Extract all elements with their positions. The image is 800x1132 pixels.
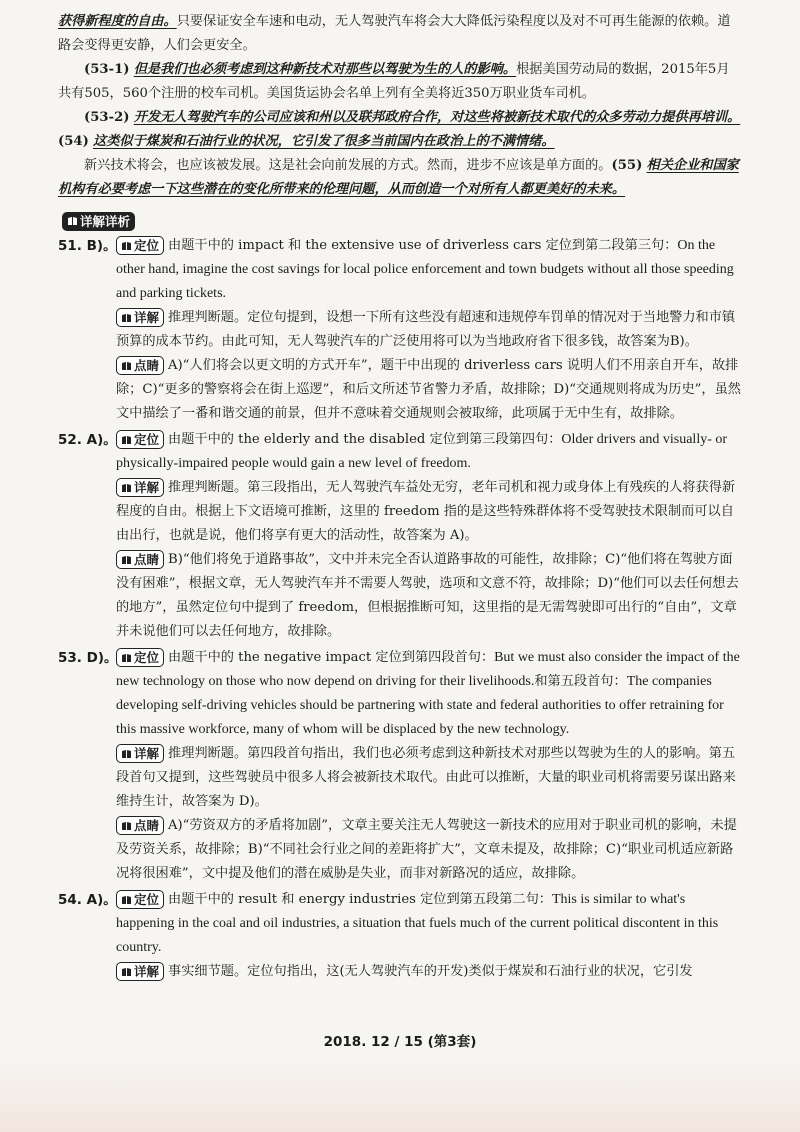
locate-text: 由题干中的 impact 和 the extensive use of driverless cars 定位到第二段第三句： bbox=[168, 238, 678, 253]
locate-tag bbox=[116, 648, 164, 667]
answer-sentence-underlined: 开发无人驾驶汽车的公司应该和州以及联邦政府合作，对这些将被新技术取代的众多劳动力提供再培训。 bbox=[133, 110, 741, 125]
locate-tag bbox=[116, 236, 164, 255]
paper-stain bbox=[0, 1062, 800, 1132]
detail-tag bbox=[116, 962, 164, 981]
tip-text: B)“他们将免于道路事故”，文中并未完全否认道路事故的可能性，故排除；C)“他们将在驾驶方面没有困难”，根据文章，无人驾驶汽车并不需要人驾驶，选项和文意不符，故排除；D)“他们可以去任何想去的地方”，虽然定位句中提到了 freedom，但根据推断可知，这里指的是无需驾驶即可出行的“自由”，文章并未说他们可以去任何地方，故排除。 bbox=[116, 552, 739, 639]
tip-text: A)“人们将会以更文明的方式开车”，题干中出现的 driverless cars 说明人们不用亲自开车，故排除；C)“更多的警察将会在街上巡逻”，和后文所述节省警力矛盾，故排除；D)“交通规则将成为历史”，虽然文中描绘了一番和谐交通的前景，但并不意味着交通规则会被取缔，此项属于无中生有，故排除。 bbox=[116, 358, 741, 421]
passage-text: 根据美国劳动局的数据，2015年5月共有505，560个注册的校车司机。美国货运协会名单上列有全美将近350万职业货车司机。 bbox=[58, 62, 730, 101]
question-number: 53. D)。 bbox=[58, 650, 118, 666]
answer-sentence-underlined: 获得新程度的自由。 bbox=[58, 14, 177, 29]
passage-paragraph-1 bbox=[58, 10, 742, 58]
question-explanation bbox=[58, 646, 742, 886]
tip-block bbox=[116, 814, 742, 886]
book-icon bbox=[121, 821, 132, 831]
book-icon bbox=[121, 313, 132, 323]
passage-paragraph-3 bbox=[58, 106, 742, 154]
locate-text: 由题干中的 result 和 energy industries 定位到第五段第二句： bbox=[168, 892, 552, 907]
section-title: 详解详析 bbox=[80, 213, 131, 229]
detail-label: 详解 bbox=[134, 480, 160, 495]
detail-label: 详解 bbox=[134, 310, 160, 325]
book-icon bbox=[121, 361, 132, 371]
locate-tag bbox=[116, 430, 164, 449]
tip-label: 点睛 bbox=[134, 818, 160, 833]
book-icon bbox=[121, 435, 132, 445]
question-explanation bbox=[58, 428, 742, 644]
question-number: 51. B)。 bbox=[58, 238, 117, 254]
locate-label: 定位 bbox=[134, 892, 160, 907]
page-footer: 2018. 12 / 15 (第3套) bbox=[323, 1034, 477, 1050]
locate-block bbox=[116, 234, 742, 306]
locate-label: 定位 bbox=[134, 238, 160, 253]
tip-block bbox=[116, 354, 742, 426]
question-marker: (53-1) bbox=[84, 62, 130, 77]
detail-text: 推理判断题。第四段首句指出，我们也必须考虑到这种新技术对那些以驾驶为生的人的影响。第五段首句又提到，这些驾驶员中很多人将会被新技术取代。由此可以推断，大量的职业司机将需要另谋出路来维持生计，故答案为 D)。 bbox=[116, 746, 736, 809]
tip-label: 点睛 bbox=[134, 358, 160, 373]
question-explanation bbox=[58, 234, 742, 426]
passage-text: 新兴技术将会，也应该被发展。这是社会向前发展的方式。然而，进步不应该是单方面的。 bbox=[84, 158, 612, 173]
detail-block bbox=[116, 742, 742, 814]
locate-quote: But we must also consider the impact of the new technology on those who now depend on driving for their livelihoods. bbox=[116, 650, 740, 689]
tip-label: 点睛 bbox=[134, 552, 160, 567]
question-marker: (54) bbox=[58, 134, 89, 149]
passage-paragraph-2 bbox=[58, 58, 742, 106]
book-icon bbox=[121, 895, 132, 905]
detail-text: 事实细节题。定位句指出，这(无人驾驶汽车的开发)类似于煤炭和石油行业的状况，它引发 bbox=[168, 964, 693, 979]
locate-block bbox=[116, 646, 742, 742]
detail-block bbox=[116, 306, 742, 354]
locate-quote: On the other hand, imagine the cost savings for local police enforcement and town budgets without all those speeding and parking tickets. bbox=[116, 238, 734, 301]
locate-block bbox=[116, 428, 742, 476]
question-number: 52. A)。 bbox=[58, 432, 117, 448]
book-icon bbox=[67, 216, 78, 226]
book-icon bbox=[121, 967, 132, 977]
book-icon bbox=[121, 749, 132, 759]
question-explanation bbox=[58, 888, 742, 984]
locate-tag bbox=[116, 890, 164, 909]
detail-tag bbox=[116, 308, 164, 327]
tip-tag bbox=[116, 816, 164, 835]
section-header bbox=[62, 210, 742, 232]
book-icon bbox=[121, 241, 132, 251]
book-icon bbox=[121, 483, 132, 493]
detail-label: 详解 bbox=[134, 964, 160, 979]
locate-label: 定位 bbox=[134, 432, 160, 447]
book-icon bbox=[121, 555, 132, 565]
answer-sentence-underlined: 这类似于煤炭和石油行业的状况，它引发了很多当前国内在政治上的不满情绪。 bbox=[93, 134, 555, 149]
detail-block bbox=[116, 476, 742, 548]
tip-text: A)“劳资双方的矛盾将加剧”，文章主要关注无人驾驶这一新技术的应用对于职业司机的影响，未提及劳资关系，故排除；B)“不同社会行业之间的差距将扩大”，文章未提及，故排除；C)“职业司机适应新路况将很困难”，文中提及他们的潜在威胁是失业，而非对新路况的适应，故排除。 bbox=[116, 818, 737, 881]
locate-quote-2: The companies developing self-driving vehicles should be partnering with state and federal authorities to offer retraining for this massive workforce, many of whom will be displaced by the new technology. bbox=[116, 674, 724, 737]
locate-text-2: 和第五段首句： bbox=[534, 674, 627, 689]
book-icon bbox=[121, 653, 132, 663]
section-title-badge bbox=[62, 212, 135, 231]
detail-tag bbox=[116, 478, 164, 497]
locate-quote: Older drivers and visually- or physically-impaired people would gain a new level of freedom. bbox=[116, 432, 728, 471]
detail-block bbox=[116, 960, 742, 984]
detail-tag bbox=[116, 744, 164, 763]
locate-label: 定位 bbox=[134, 650, 160, 665]
locate-text: 由题干中的 the negative impact 定位到第四段首句： bbox=[168, 650, 495, 665]
question-number: 54. A)。 bbox=[58, 892, 117, 908]
question-marker: (53-2) bbox=[84, 110, 130, 125]
detail-label: 详解 bbox=[134, 746, 160, 761]
locate-block bbox=[116, 888, 742, 960]
answer-sentence-underlined: 但是我们也必须考虑到这种新技术对那些以驾驶为生的人的影响。 bbox=[133, 62, 517, 77]
question-marker: (55) bbox=[611, 158, 643, 173]
passage-paragraph-4 bbox=[58, 154, 742, 202]
detail-text: 推理判断题。定位句提到，设想一下所有这些没有超速和违规停车罚单的情况对于当地警力和市镇预算的成本节约。由此可知，无人驾驶汽车的广泛使用将可以为当地政府省下很多钱，故答案为B)。 bbox=[116, 310, 736, 349]
passage-text: 只要保证安全车速和电动，无人驾驶汽车将会大大降低污染程度以及对不可再生能源的依赖。道路会变得更安静，人们会更安全。 bbox=[58, 14, 731, 53]
tip-tag bbox=[116, 356, 164, 375]
locate-text: 由题干中的 the elderly and the disabled 定位到第三段第四句： bbox=[168, 432, 562, 447]
tip-block bbox=[116, 548, 742, 644]
locate-quote: This is similar to what's happening in the coal and oil industries, a situation that fuels much of the current political discontent in this country. bbox=[116, 892, 719, 955]
tip-tag bbox=[116, 550, 164, 569]
detail-text: 推理判断题。第三段指出，无人驾驶汽车益处无穷，老年司机和视力或身体上有残疾的人将获得新程度的自由。根据上下文语境可推断，这里的 freedom 指的是这些特殊群体将不受驾驶技术限制而可以自由出行，也就是说，他们将享有更大的活动性，故答案为 A)。 bbox=[116, 480, 736, 543]
answer-sentence-underlined: 相关企业和国家机构有必要考虑一下这些潜在的变化所带来的伦理问题，从而创造一个对所有人都更美好的未来。 bbox=[58, 158, 739, 197]
